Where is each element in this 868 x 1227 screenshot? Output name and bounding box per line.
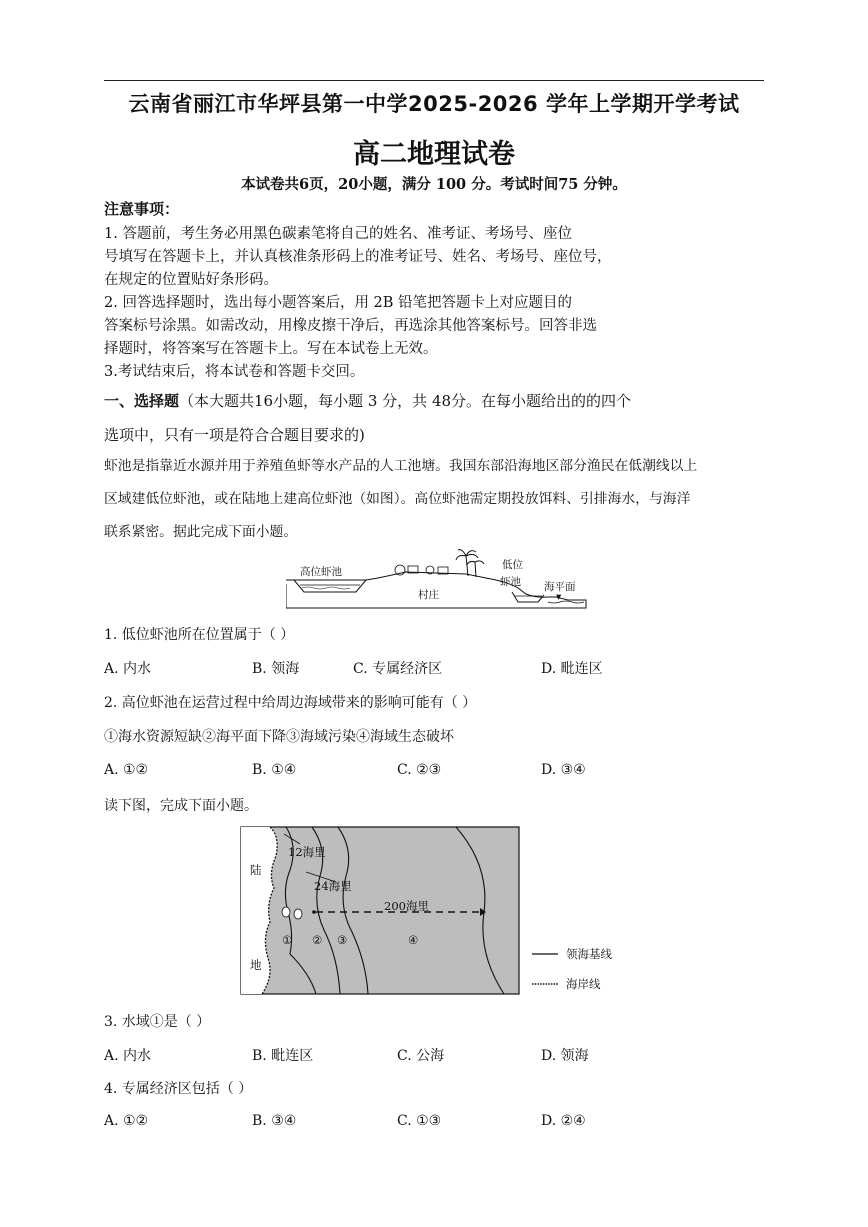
label-sea-level: 海平面 bbox=[544, 581, 576, 593]
notice-heading: 注意事项： bbox=[104, 200, 180, 218]
notice-line: 3.考试结束后，将本试卷和答题卡交回。 bbox=[104, 364, 365, 380]
legend-baseline-label: 领海基线 bbox=[566, 947, 612, 961]
q2-option-a[interactable]: A. ①② bbox=[104, 762, 149, 778]
q4-option-d[interactable]: D. ②④ bbox=[541, 1113, 586, 1129]
q4-option-c[interactable]: C. ①③ bbox=[397, 1113, 442, 1129]
exam-info: 本试卷共6页，20小题，满分 100 分。考试时间75 分钟。 bbox=[241, 176, 627, 193]
label-land-1: 陆 bbox=[250, 863, 262, 877]
read-figure-instruction: 读下图，完成下面小题。 bbox=[104, 798, 258, 814]
label-low-pond-2: 虾池 bbox=[500, 576, 521, 588]
label-24nm: 24海里 bbox=[314, 879, 352, 893]
q1-option-a[interactable]: A. 内水 bbox=[104, 661, 152, 677]
exam-subject: 高二地理试卷 bbox=[353, 139, 515, 170]
q4-option-a[interactable]: A. ①② bbox=[104, 1113, 149, 1129]
section-label: 一、选择题 bbox=[104, 392, 180, 410]
q2-option-c[interactable]: C. ②③ bbox=[397, 762, 442, 778]
q3-option-a[interactable]: A. 内水 bbox=[104, 1048, 152, 1064]
q1-option-b[interactable]: B. 领海 bbox=[252, 661, 300, 677]
question-3-stem: 3. 水域①是（ ） bbox=[104, 1014, 211, 1030]
passage-line: 联系紧密。据此完成下面小题。 bbox=[104, 524, 298, 540]
header-rule bbox=[104, 80, 764, 81]
notice-line: 2. 回答选择题时，选出每小题答案后，用 2B 铅笔把答题卡上对应题目的 bbox=[104, 295, 573, 311]
label-12nm: 12海里 bbox=[288, 845, 326, 859]
label-zone-3: ③ bbox=[337, 933, 348, 947]
q3-option-d[interactable]: D. 领海 bbox=[541, 1048, 589, 1064]
legend-coast-label: 海岸线 bbox=[566, 977, 601, 991]
section-desc-cont: 选项中，只有一项是符合合题目要求的) bbox=[104, 426, 365, 444]
passage-line: 虾池是指靠近水源并用于养殖鱼虾等水产品的人工池塘。我国东部沿海地区部分渔民在低潮线以上 bbox=[104, 458, 698, 474]
label-village: 村庄 bbox=[418, 589, 439, 601]
q3-option-c[interactable]: C. 公海 bbox=[397, 1048, 445, 1064]
label-zone-4: ④ bbox=[408, 933, 419, 947]
question-1-stem: 1. 低位虾池所在位置属于（ ） bbox=[104, 627, 295, 643]
q1-option-c[interactable]: C. 专属经济区 bbox=[353, 661, 443, 677]
label-low-pond-1: 低位 bbox=[502, 559, 523, 571]
question-2-stem: 2. 高位虾池在运营过程中给周边海域带来的影响可能有（ ） bbox=[104, 695, 477, 711]
label-land-2: 地 bbox=[250, 958, 262, 972]
q4-option-b[interactable]: B. ③④ bbox=[252, 1113, 297, 1129]
svg-text:▾: ▾ bbox=[556, 591, 562, 603]
passage-line: 区域建低位虾池，或在陆地上建高位虾池（如图）。高位虾池需定期投放饵料、引排海水，与海洋 bbox=[104, 491, 691, 507]
shrimp-pond-diagram bbox=[286, 548, 590, 612]
notice-line: 在规定的位置贴好条形码。 bbox=[104, 272, 278, 288]
notice-line: 1. 答题前，考生务必用黑色碳素笔将自己的姓名、准考证、考场号、座位 bbox=[104, 226, 572, 242]
notice-line: 号填写在答题卡上，并认真核准条形码上的准考证号、姓名、考场号、座位号， bbox=[104, 249, 612, 265]
q1-option-d[interactable]: D. 毗连区 bbox=[541, 661, 603, 677]
section-desc: （本大题共16小题，每小题 3 分，共 48分。在每小题给出的的四个 bbox=[179, 392, 632, 410]
label-zone-2: ② bbox=[312, 933, 323, 947]
q3-option-b[interactable]: B. 毗连区 bbox=[252, 1048, 314, 1064]
exam-title: 云南省丽江市华坪县第一中学2025-2026 学年上学期开学考试 bbox=[128, 92, 740, 116]
q2-option-d[interactable]: D. ③④ bbox=[541, 762, 586, 778]
label-200nm: 200海里 bbox=[384, 899, 429, 913]
section-heading bbox=[104, 390, 631, 411]
label-zone-1: ① bbox=[282, 933, 293, 947]
question-4-stem: 4. 专属经济区包括（ ） bbox=[104, 1081, 253, 1097]
notice-line: 择题时，将答案写在答题卡上。写在本试卷上无效。 bbox=[104, 341, 438, 357]
q2-option-b[interactable]: B. ①④ bbox=[252, 762, 297, 778]
notice-line: 答案标号涂黑。如需改动，用橡皮擦干净后，再选涂其他答案标号。回答非选 bbox=[104, 318, 597, 334]
maritime-zones-map bbox=[240, 826, 620, 996]
label-high-pond: 高位虾池 bbox=[300, 566, 342, 578]
question-2-statement: ①海水资源短缺②海平面下降③海域污染④海域生态破坏 bbox=[104, 729, 454, 745]
